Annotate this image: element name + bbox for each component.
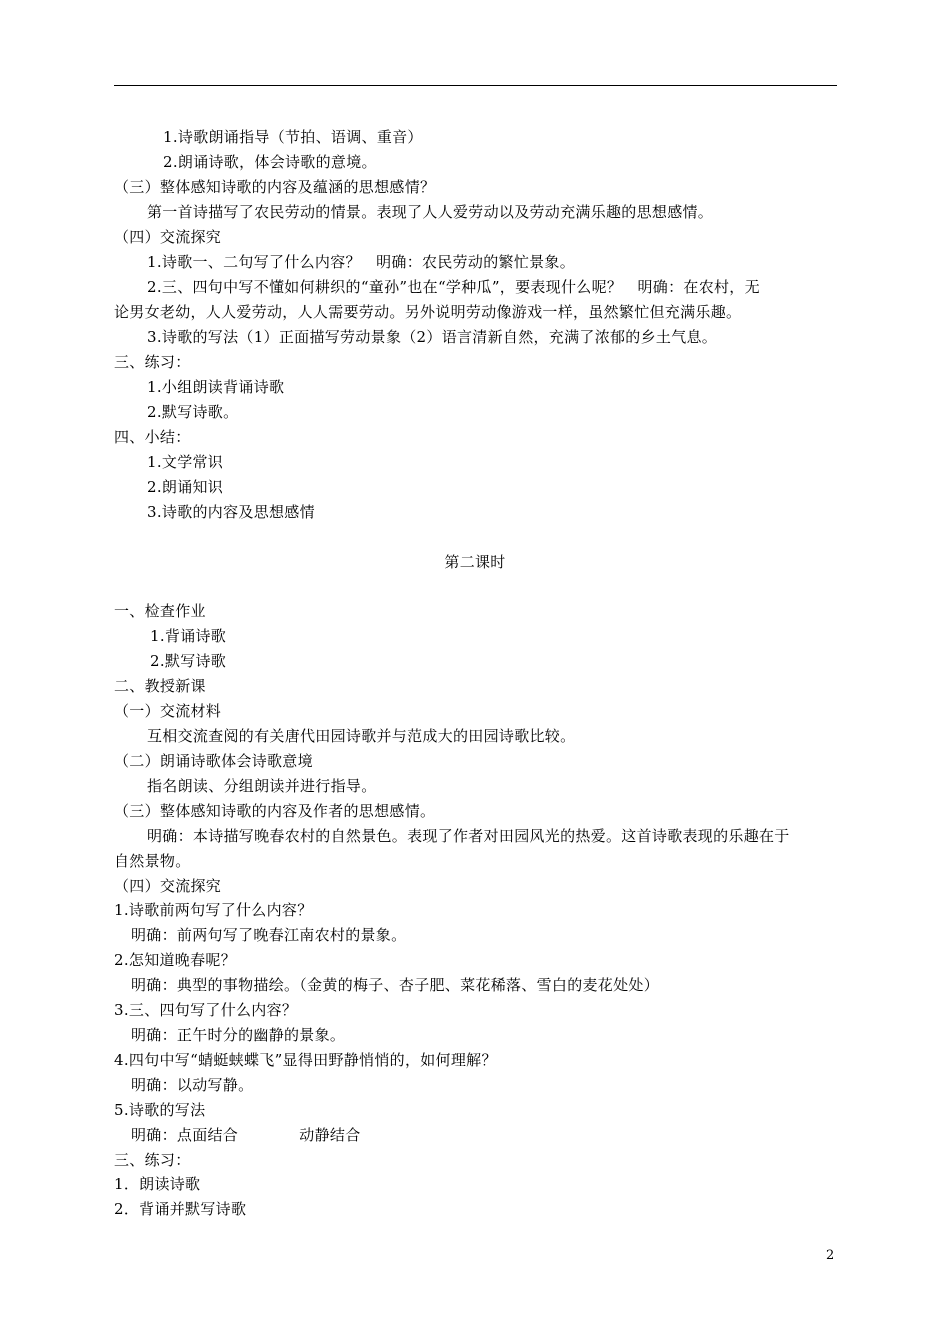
section-heading: 三、练习： (114, 353, 191, 371)
question-line: 4.四句中写“蜻蜓蛱蝶飞”显得田野静悄悄的，如何理解？ (114, 1051, 497, 1069)
section-heading: 二、教授新课 (114, 677, 206, 695)
question-line: 2.怎知道晚春呢？ (114, 951, 237, 969)
section-heading: （一）交流材料 (114, 702, 222, 720)
text-line: 3.诗歌的写法（1）正面描写劳动景象（2）语言清新自然，充满了浓郁的乡土气息。 (147, 328, 718, 346)
section-heading: （三）整体感知诗歌的内容及作者的思想感情。 (114, 802, 436, 820)
header-rule (114, 85, 837, 86)
text-line: 2.三、四句中写不懂如何耕织的“童孙”也在“学种瓜”，要表现什么呢？ 明确：在农村，无 (147, 278, 760, 296)
text-line: 第一首诗描写了农民劳动的情景。表现了人人爱劳动以及劳动充满乐趣的思想感情。 (147, 203, 714, 221)
question-line: 5.诗歌的写法 (114, 1101, 206, 1119)
text-line: 指名朗读、分组朗读并进行指导。 (147, 777, 377, 795)
text-line: 3.诗歌的内容及思想感情 (147, 503, 315, 521)
text-line: 明确：本诗描写晚春农村的自然景色。表现了作者对田园风光的热爱。这首诗歌表现的乐趣在于 (147, 827, 790, 845)
section-heading: （三）整体感知诗歌的内容及蕴涵的思想感情？ (114, 178, 436, 196)
question-line: 3.三、四句写了什么内容？ (114, 1001, 298, 1019)
answer-line: 明确：点面结合 动静结合 (131, 1126, 361, 1144)
text-line: 1.小组朗读背诵诗歌 (147, 378, 285, 396)
text-line: 互相交流查阅的有关唐代田园诗歌并与范成大的田园诗歌比较。 (147, 727, 576, 745)
page-number: 2 (826, 1248, 835, 1263)
text-line: 1．朗读诗歌 (114, 1175, 201, 1193)
text-line: 2．背诵并默写诗歌 (114, 1200, 247, 1218)
answer-line: 明确：正午时分的幽静的景象。 (131, 1026, 346, 1044)
section-heading: 三、练习： (114, 1151, 191, 1169)
text-line: 1.诗歌一、二句写了什么内容？ 明确：农民劳动的繁忙景象。 (147, 253, 576, 271)
section-heading: （四）交流探究 (114, 877, 222, 895)
text-line: 论男女老幼，人人爱劳动，人人需要劳动。另外说明劳动像游戏一样，虽然繁忙但充满乐趣。 (114, 303, 742, 321)
text-line: 自然景物。 (114, 852, 191, 870)
text-line: 2.朗诵知识 (147, 478, 224, 496)
answer-line: 明确：典型的事物描绘。（金黄的梅子、杏子肥、菜花稀落、雪白的麦花处处） (131, 976, 660, 994)
text-line: 1.文学常识 (147, 453, 224, 471)
text-line: 2.默写诗歌 (150, 652, 227, 670)
answer-line: 明确：前两句写了晚春江南农村的景象。 (131, 926, 407, 944)
section-heading: 一、检查作业 (114, 602, 206, 620)
section-heading: 四、小结： (114, 428, 191, 446)
question-line: 1.诗歌前两句写了什么内容？ (114, 901, 313, 919)
section-heading: （二）朗诵诗歌体会诗歌意境 (114, 752, 313, 770)
text-line: 1.诗歌朗诵指导（节拍、语调、重音） (163, 128, 423, 146)
text-line: 2.默写诗歌。 (147, 403, 239, 421)
text-line: 1.背诵诗歌 (150, 627, 227, 645)
lesson-title: 第二课时 (444, 553, 506, 571)
section-heading: （四）交流探究 (114, 228, 222, 246)
answer-line: 明确：以动写静。 (131, 1076, 254, 1094)
text-line: 2.朗诵诗歌，体会诗歌的意境。 (163, 153, 377, 171)
